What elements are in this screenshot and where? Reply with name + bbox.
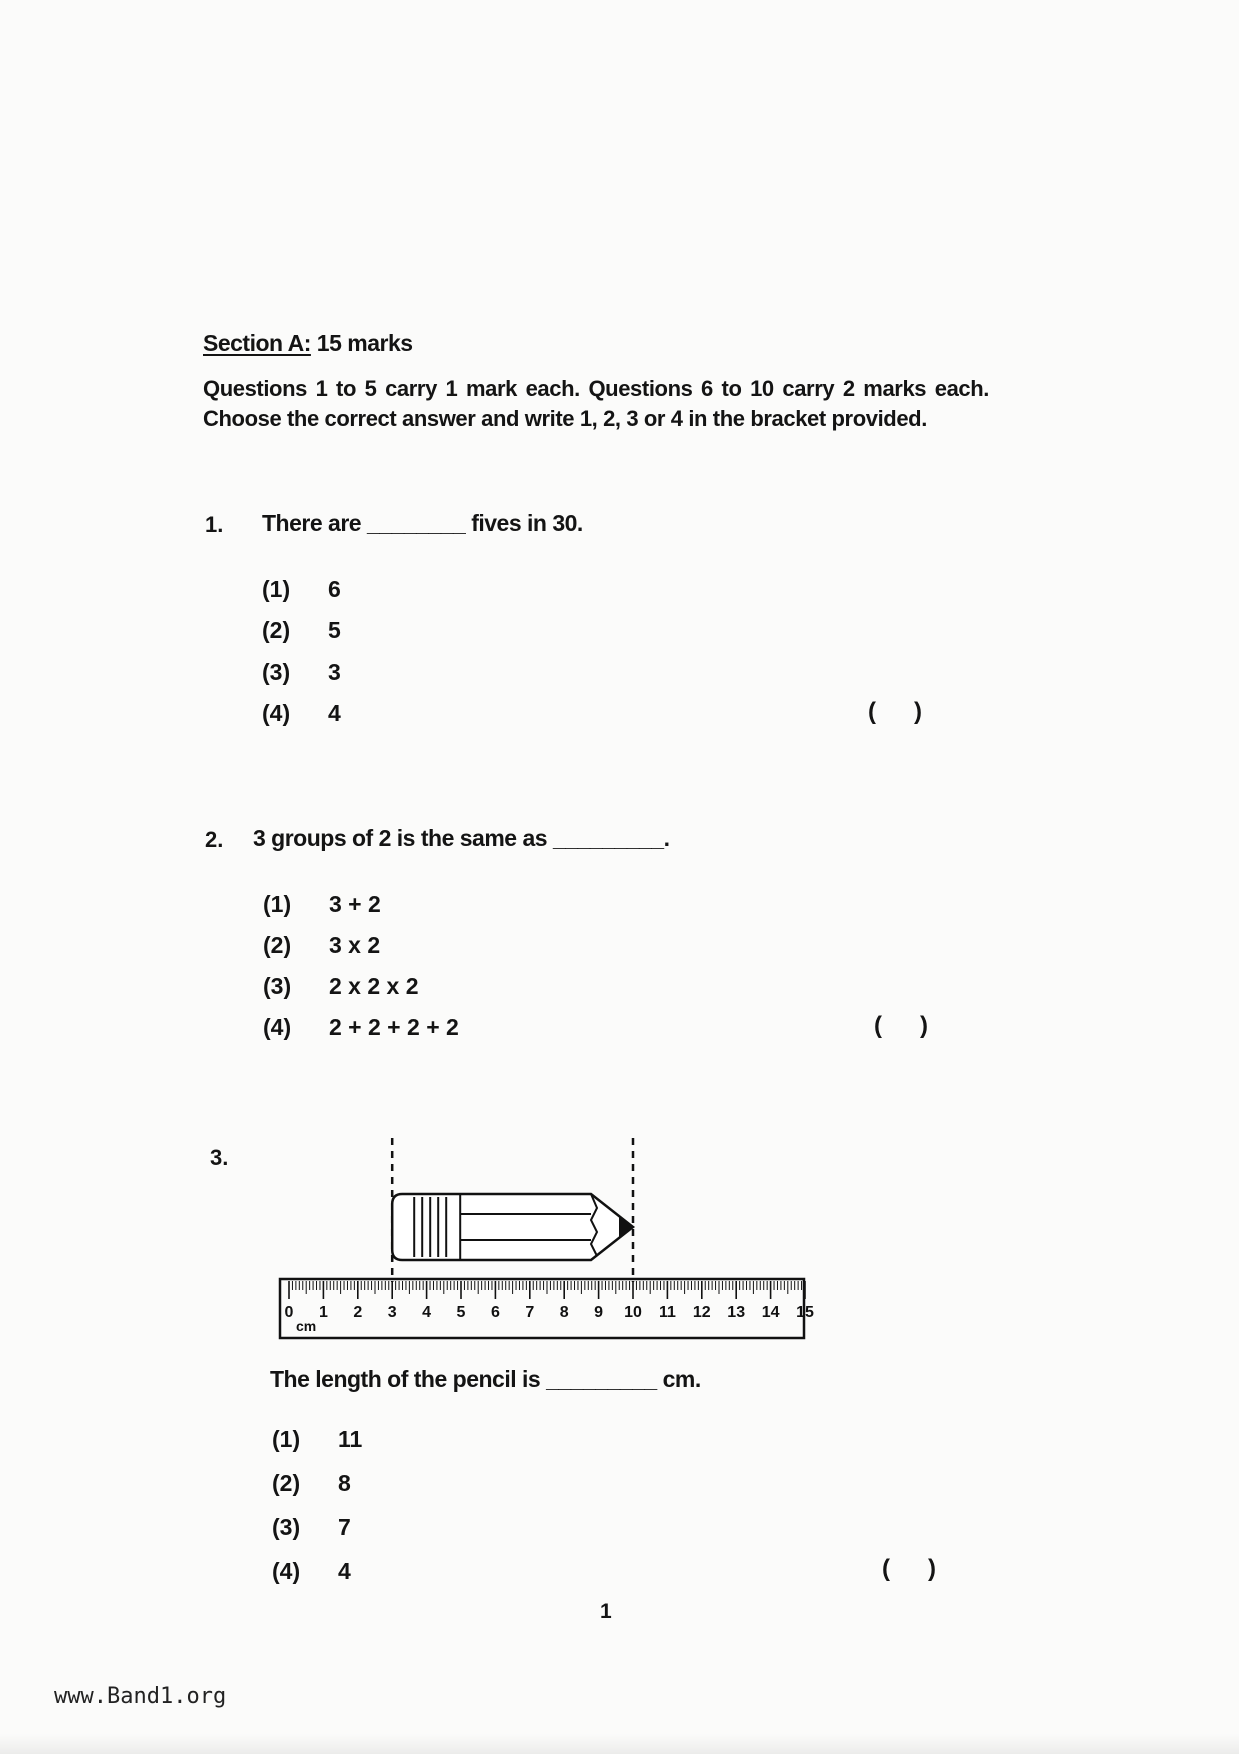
- option-value: 3 x 2: [329, 932, 381, 958]
- option-value: 8: [338, 1470, 351, 1496]
- option-label: (4): [262, 700, 291, 726]
- question-3-option-1[interactable]: [272, 1426, 362, 1453]
- option-value: 6: [328, 576, 341, 602]
- question-3-number: 3.: [210, 1145, 229, 1170]
- ruler-ticks: [289, 1281, 805, 1299]
- question-2-blank: _________: [552, 825, 664, 851]
- option-value: 11: [338, 1426, 363, 1452]
- question-1-stem-after: fives in 30.: [471, 510, 583, 536]
- ruler-labels: [285, 1304, 814, 1321]
- bracket-close: ): [920, 1012, 928, 1039]
- footer-url: www.Band1.org: [54, 1684, 227, 1709]
- ruler-tick-label: 4: [422, 1304, 432, 1321]
- bracket-close: ): [914, 698, 922, 725]
- ruler-tick-label: 3: [387, 1304, 397, 1321]
- question-1-blank: ________: [366, 510, 466, 536]
- question-1-number: 1.: [205, 512, 224, 537]
- option-value: 2 x 2 x 2: [329, 973, 419, 999]
- option-label: (1): [262, 576, 291, 602]
- option-label: (2): [272, 1470, 301, 1496]
- pencil-body: [392, 1194, 633, 1260]
- ruler-tick-label: 7: [525, 1304, 535, 1321]
- option-value: 3 + 2: [329, 891, 381, 917]
- scan-edge: [0, 1734, 1239, 1754]
- option-label: (2): [263, 932, 292, 958]
- option-label: (4): [263, 1014, 292, 1040]
- option-value: 7: [338, 1514, 351, 1540]
- option-label: (3): [263, 973, 292, 999]
- ruler-tick-label: 10: [624, 1304, 642, 1321]
- ruler-unit-label: cm: [296, 1318, 317, 1334]
- ruler-tick-label: 14: [761, 1304, 780, 1321]
- ruler-tick-label: 12: [692, 1304, 711, 1321]
- question-2-number: 2.: [205, 827, 224, 852]
- question-2-stem-after: .: [663, 825, 670, 851]
- ruler-tick-label: 1: [318, 1304, 328, 1321]
- option-value: 4: [338, 1558, 351, 1584]
- page-number: 1: [600, 1600, 612, 1623]
- option-value: 4: [328, 700, 341, 726]
- question-3-option-3[interactable]: [272, 1514, 351, 1541]
- bracket-open: (: [882, 1555, 890, 1582]
- option-value: 2 + 2 + 2 + 2: [329, 1014, 459, 1040]
- option-label: (3): [262, 659, 291, 685]
- option-value: 5: [328, 617, 341, 643]
- option-value: 3: [328, 659, 341, 685]
- question-3-option-2[interactable]: [272, 1470, 351, 1497]
- ruler-tick-label: 0: [284, 1304, 294, 1321]
- bracket-open: (: [868, 698, 876, 725]
- section-title: Section A:: [203, 330, 311, 356]
- ruler-tick-label: 6: [490, 1304, 500, 1321]
- question-3-stem: [270, 1366, 701, 1393]
- question-3-answer-bracket[interactable]: [882, 1555, 974, 1583]
- section-marks: 15 marks: [316, 330, 413, 356]
- question-1-stem-before: There are: [262, 510, 362, 536]
- ruler-tick-label: 11: [658, 1304, 676, 1321]
- bracket-close: ): [928, 1555, 936, 1582]
- question-3-option-4[interactable]: [272, 1558, 351, 1585]
- option-label: (1): [263, 891, 292, 917]
- ruler-tick-label: 13: [727, 1304, 746, 1321]
- option-label: (3): [272, 1514, 301, 1540]
- ruler-tick-label: 5: [456, 1304, 466, 1321]
- option-label: (2): [262, 617, 291, 643]
- question-2-stem-before: 3 groups of 2 is the same as: [253, 825, 548, 851]
- ruler-tick-label: 2: [353, 1304, 363, 1321]
- ruler-tick-label: 9: [594, 1304, 604, 1321]
- question-3-blank: _________: [546, 1366, 657, 1392]
- ruler-tick-label: 8: [559, 1304, 569, 1321]
- question-3-stem-after: cm.: [662, 1366, 701, 1392]
- option-label: (4): [272, 1558, 301, 1584]
- option-label: (1): [272, 1426, 301, 1452]
- section-instructions: Questions 1 to 5 carry 1 mark each. Questions 6 to 10 carry 2 marks each. Choose the correct answer and write 1, 2, 3 or 4 in the bracket provided.: [203, 376, 989, 431]
- ruler-tick-label: 15: [796, 1304, 814, 1321]
- question-3-stem-before: The length of the pencil is: [270, 1366, 541, 1392]
- bracket-open: (: [874, 1012, 882, 1039]
